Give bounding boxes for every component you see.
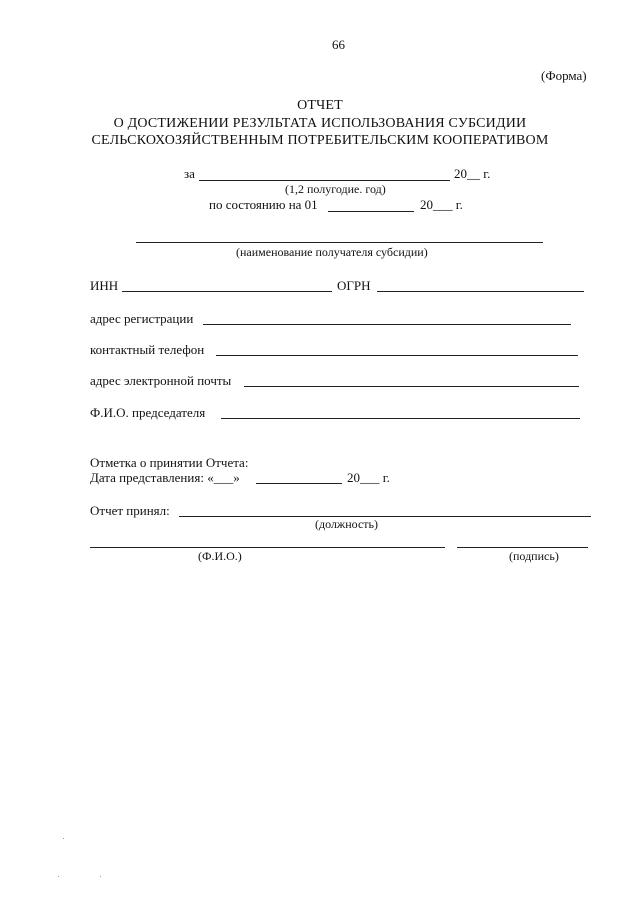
ogrn-field[interactable] [377, 291, 584, 292]
phone-field[interactable] [216, 355, 578, 356]
phone-label: контактный телефон [90, 342, 205, 357]
chairman-label: Ф.И.О. председателя [90, 405, 206, 420]
fio-field[interactable] [90, 547, 445, 548]
recipient-name-field[interactable] [136, 242, 543, 243]
state-date-prefix: по состоянию на 01 [209, 197, 318, 212]
signature-field[interactable] [457, 547, 588, 548]
accepted-by-label: Отчет принял: [90, 503, 170, 518]
scan-speck [100, 876, 101, 877]
state-date-field[interactable] [328, 211, 414, 212]
inn-field[interactable] [122, 291, 332, 292]
position-field[interactable] [179, 516, 591, 517]
report-title: ОТЧЕТ [297, 98, 343, 113]
scan-speck [63, 838, 64, 839]
report-subtitle-line2: СЕЛЬСКОХОЗЯЙСТВЕННЫМ ПОТРЕБИТЕЛЬСКИМ КООПЕРАТИВОМ [91, 133, 549, 148]
signature-hint: (подпись) [509, 549, 559, 563]
address-label: адрес регистрации [90, 311, 194, 326]
scan-speck [58, 876, 59, 877]
report-subtitle-line1: О ДОСТИЖЕНИИ РЕЗУЛЬТАТА ИСПОЛЬЗОВАНИЯ СУБСИДИИ [113, 116, 527, 131]
acceptance-mark: Отметка о принятии Отчета: [90, 455, 249, 470]
period-prefix: за [184, 166, 195, 181]
form-label: (Форма) [541, 68, 587, 83]
period-year: 20__ г. [454, 166, 491, 181]
state-date-year: 20___ г. [420, 197, 463, 212]
email-label: адрес электронной почты [90, 373, 232, 388]
period-hint: (1,2 полугодие. год) [285, 182, 386, 196]
inn-label: ИНН [90, 278, 119, 293]
fio-hint: (Ф.И.О.) [198, 549, 242, 563]
recipient-hint: (наименование получателя субсидии) [236, 245, 428, 259]
position-hint: (должность) [315, 517, 378, 531]
submission-date-year: 20___ г. [347, 470, 390, 485]
page-number: 66 [332, 37, 345, 52]
address-field[interactable] [203, 324, 571, 325]
email-field[interactable] [244, 386, 579, 387]
ogrn-label: ОГРН [337, 278, 371, 293]
submission-date-label: Дата представления: «___» [90, 470, 240, 485]
chairman-field[interactable] [221, 418, 580, 419]
submission-date-field[interactable] [256, 483, 342, 484]
period-field[interactable] [199, 180, 450, 181]
